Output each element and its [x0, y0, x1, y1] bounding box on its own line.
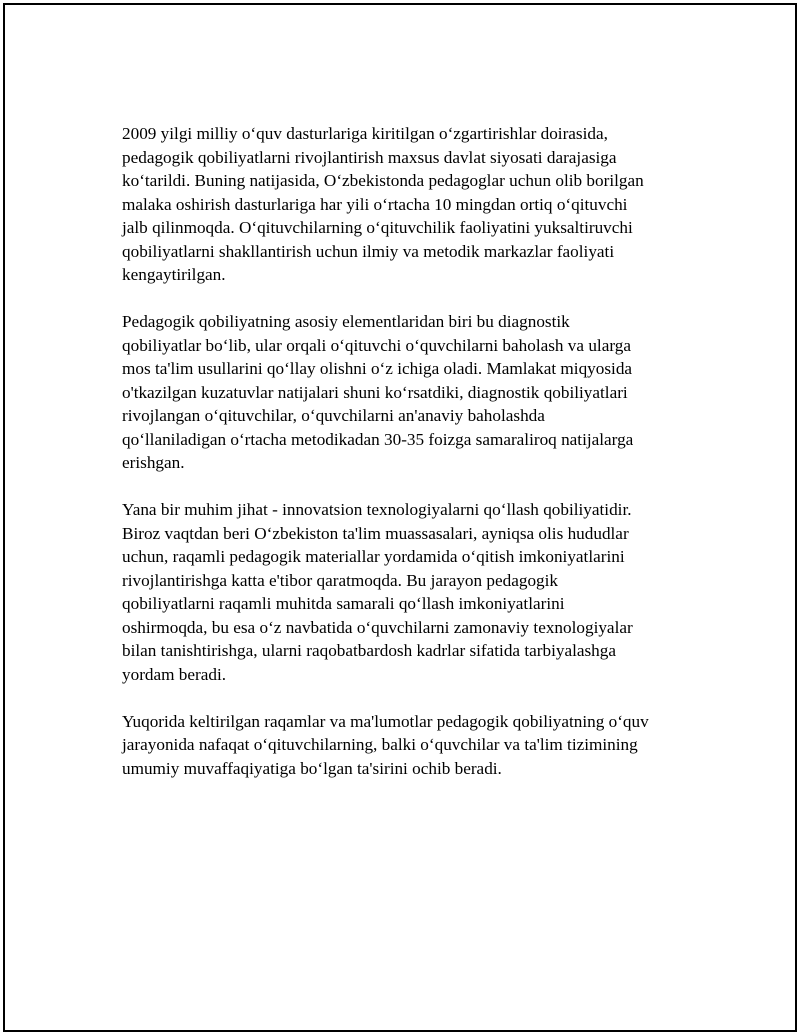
- paragraph-1: 2009 yilgi milliy o‘quv dasturlariga kiritilgan o‘zgartirishlar doirasida, pedagogik qobiliyatlarni rivojlantirish maxsus davlat siyosati darajasiga ko‘tarildi. Buning natijasida, O‘zbekistonda pedagoglar uchun olib borilgan malaka oshirish dasturlariga har yili o‘rtacha 10 mingdan ortiq o‘qituvchi jalb qilinmoqda. O‘qituvchilarning o‘qituvchilik faoliyatini yuksaltiruvchi qobiliyatlarni shakllantirish uchun ilmiy va metodik markazlar faoliyati kengaytirilgan.: [122, 124, 644, 284]
- paragraph-4: Yuqorida keltirilgan raqamlar va ma'lumotlar pedagogik qobiliyatning o‘quv jarayonida nafaqat o‘qituvchilarning, balki o‘quvchilar va ta'lim tizimining umumiy muvaffaqiyatiga bo‘lgan ta'sirini ochib beradi.: [122, 711, 649, 778]
- page-frame: [3, 3, 797, 1032]
- paragraph-3: Yana bir muhim jihat - innovatsion texnologiyalarni qo‘llash qobiliyatidir. Biroz vaqtdan beri O‘zbekiston ta'lim muassasalari, ayniqsa olis hududlar uchun, raqamli pedagogik materiallar yordamida o‘qitish imkoniyatlarini rivojlantirishga katta e'tibor qaratmoqda. Bu jarayon pedagogik qobiliyatlarni raqamli muhitda samarali qo‘llash imkoniyatlarini oshirmoqda, bu esa o‘z navbatida o‘quvchilarni zamonaviy texnologiyalar bilan tanishtirishga, ularni raqobatbardosh kadrlar sifatida tarbiyalashga yordam beradi.: [122, 500, 633, 684]
- paragraph-2: Pedagogik qobiliyatning asosiy elementlaridan biri bu diagnostik qobiliyatlar bo‘lib, ular orqali o‘qituvchi o‘quvchilarni baholash va ularga mos ta'lim usullarini qo‘llay olishni o‘z ichiga oladi. Mamlakat miqyosida o'tkazilgan kuzatuvlar natijalari shuni ko‘rsatdiki, diagnostik qobiliyatlari rivojlangan o‘qituvchilar, o‘quvchilarni an'anaviy baholashda qo‘llaniladigan o‘rtacha metodikadan 30-35 foizga samaraliroq natijalarga erishgan.: [122, 312, 634, 472]
- document-body: [122, 122, 697, 804]
